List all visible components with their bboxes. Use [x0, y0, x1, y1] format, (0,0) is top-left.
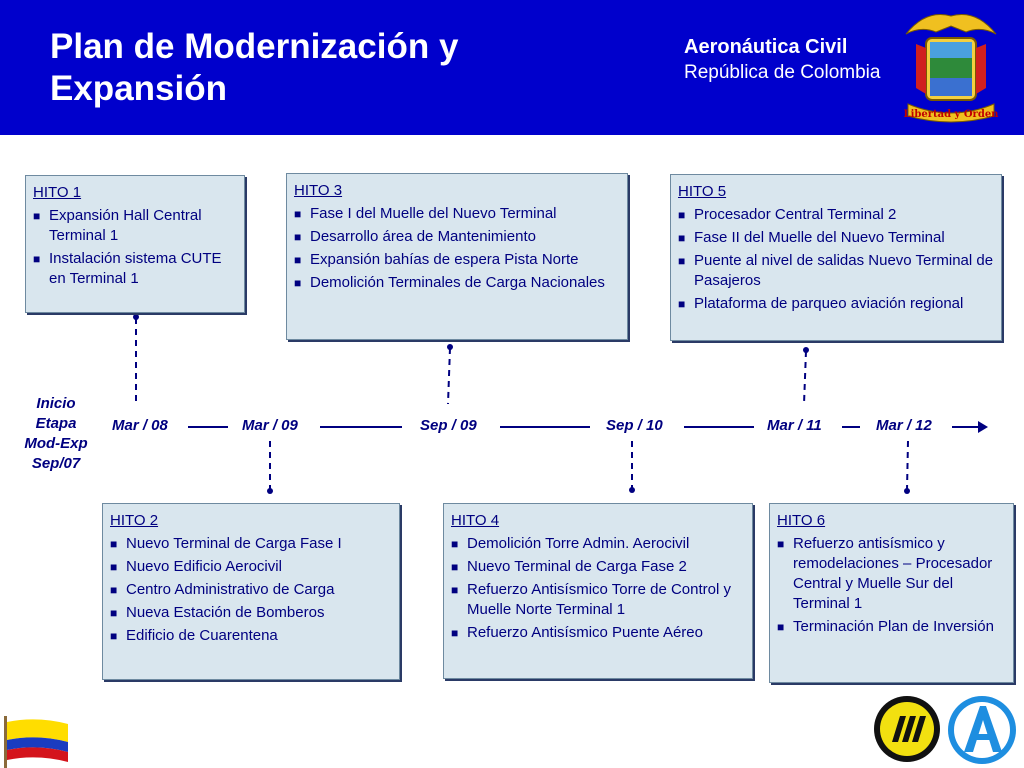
list-item: ■ Plataforma de parqueo aviación regional: [678, 294, 995, 314]
list-item: ■ Nuevo Edificio Aerocivil: [110, 557, 393, 577]
hito-2-box: [102, 503, 400, 680]
list-item: ■ Demolición Torre Admin. Aerocivil: [451, 534, 746, 554]
hito-4-box: [443, 503, 753, 679]
list-item: ■ Refuerzo antisísmico y remodelaciones – Procesador Central y Muelle Sur del Terminal 1: [777, 534, 1007, 614]
list-item: ■ Centro Administrativo de Carga: [110, 580, 393, 600]
hito-6-box: [769, 503, 1014, 683]
crest-motto: Libertad y Orden: [903, 109, 999, 120]
list-item: ■ Instalación sistema CUTE en Terminal 1: [33, 249, 238, 289]
organization-subtitle: República de Colombia: [684, 62, 881, 83]
list-item: ■ Refuerzo Antisísmico Puente Aéreo: [451, 623, 746, 643]
organization-name: Aeronáutica Civil: [684, 36, 848, 58]
list-item: ■ Nueva Estación de Bomberos: [110, 603, 393, 623]
list-item: ■ Procesador Central Terminal 2: [678, 205, 995, 225]
list-item: ■ Terminación Plan de Inversión: [777, 617, 1007, 637]
hito-title: HITO 6: [777, 512, 826, 529]
list-item: ■ Fase I del Muelle del Nuevo Terminal: [294, 204, 621, 224]
timeline-start-label: Inicio Etapa Mod-Exp Sep/07: [24, 395, 88, 472]
timeline-date: Sep / 10: [606, 417, 663, 434]
list-item: ■ Nuevo Terminal de Carga Fase I: [110, 534, 393, 554]
timeline-date: Mar / 12: [876, 417, 932, 434]
list-item: ■ Refuerzo Antisísmico Torre de Control y Muelle Norte Terminal 1: [451, 580, 746, 620]
colombia-flag-icon: [2, 716, 72, 768]
aerocivil-logo-icon: [946, 694, 1018, 766]
hito-title: HITO 3: [294, 182, 343, 199]
timeline-date: Mar / 08: [112, 417, 168, 434]
timeline-date: Mar / 11: [767, 417, 822, 434]
list-item: ■ Puente al nivel de salidas Nuevo Terminal de Pasajeros: [678, 251, 995, 291]
mintransporte-logo-icon: [872, 694, 942, 764]
timeline-date: Sep / 09: [420, 417, 477, 434]
hito-title: HITO 1: [33, 184, 82, 201]
hito-3-box: [286, 173, 628, 340]
list-item: ■ Desarrollo área de Mantenimiento: [294, 227, 621, 247]
timeline-date: Mar / 09: [242, 417, 298, 434]
hito-title: HITO 2: [110, 512, 159, 529]
hito-title: HITO 4: [451, 512, 500, 529]
list-item: ■ Nuevo Terminal de Carga Fase 2: [451, 557, 746, 577]
hito-5-box: [670, 174, 1002, 341]
hito-title: HITO 5: [678, 183, 727, 200]
list-item: ■ Expansión bahías de espera Pista Norte: [294, 250, 621, 270]
list-item: ■ Fase II del Muelle del Nuevo Terminal: [678, 228, 995, 248]
list-item: ■ Expansión Hall Central Terminal 1: [33, 206, 238, 246]
page-title: Plan de Modernización y Expansión: [50, 27, 459, 108]
list-item: ■ Edificio de Cuarentena: [110, 626, 393, 646]
hito-1-box: [25, 175, 245, 313]
list-item: ■ Demolición Terminales de Carga Nacionales: [294, 273, 621, 293]
